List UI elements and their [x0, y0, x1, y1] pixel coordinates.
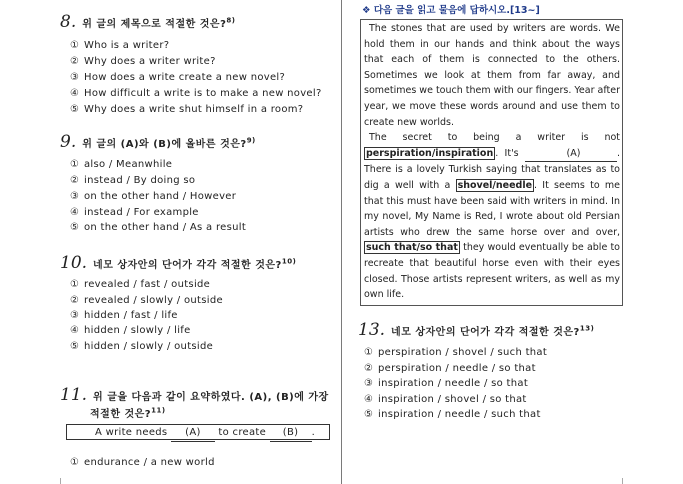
q9-option-5[interactable]: ⑤ on the other hand / As a result [70, 222, 247, 233]
q13-option-3[interactable]: ③ inspiration / needle / so that [364, 378, 529, 389]
q9-option-1[interactable]: ① also / Meanwhile [70, 159, 173, 170]
question-11-header [60, 385, 329, 405]
reading-passage [360, 19, 623, 306]
question-prompt: 네모 상자안의 단어가 각각 적절한 것은?$^{10)}$ [93, 257, 297, 271]
question-prompt: 위 글의 제목으로 적절한 것은?$^{8)}$ [82, 16, 236, 30]
q10-option-4[interactable]: ④ hidden / slowly / life [70, 325, 191, 336]
q11-option-1[interactable]: ① endurance / a new world [70, 457, 215, 468]
passage-paragraph-2: The secret to being a writer is not perspiration/inspiration . It's (A) . There is a lovely Turkish saying that translates as to dig a well with a shovel/needle . It seems to me that this must have been said with writers in mind. In my novel, My Name is Red, I wrote about old Persian artists who drew the same horse over and over, such that/so that they would eventually be able to recreate that beautiful horse even with their eyes closed. Those artists represent writers, as well as my own life. [364, 132, 620, 301]
q8-option-1[interactable]: ① Who is a writer? [70, 40, 170, 51]
question-10-header [60, 253, 296, 273]
q10-option-5[interactable]: ⑤ hidden / slowly / outside [70, 341, 214, 352]
blank-a: (A) [171, 425, 215, 442]
q8-option-3[interactable]: ③ How does a write create a new novel? [70, 72, 286, 83]
page-corner-mark [622, 478, 623, 484]
question-number: 9. [60, 132, 77, 152]
q10-option-1[interactable]: ① revealed / fast / outside [70, 279, 211, 290]
blank-b: (B) [270, 425, 312, 442]
q9-option-4[interactable]: ④ instead / For example [70, 207, 199, 218]
q9-option-2[interactable]: ② instead / By doing so [70, 175, 196, 186]
summary-box: A write needs (A) to create (B) . [66, 424, 330, 440]
q10-option-3[interactable]: ③ hidden / fast / life [70, 310, 178, 321]
q13-option-1[interactable]: ① perspiration / shovel / such that [364, 347, 548, 358]
question-number: 11. [60, 385, 88, 405]
q13-option-4[interactable]: ④ inspiration / shovel / so that [364, 394, 527, 405]
question-number: 8. [60, 12, 77, 32]
page-corner-mark [60, 478, 61, 484]
question-prompt-line1: 위 글을 다음과 같이 요약하였다. (A), (B)에 가장 [93, 392, 329, 403]
question-prompt: 네모 상자안의 단어가 각각 적절한 것은?$^{13)}$ [391, 324, 595, 338]
q8-option-2[interactable]: ② Why does a writer write? [70, 56, 216, 67]
question-prompt: 위 글의 (A)와 (B)에 올바른 것은?$^{9)}$ [82, 136, 256, 150]
question-number: 10. [60, 253, 88, 273]
choice-box-3: such that/so that [366, 242, 458, 254]
column-divider [341, 0, 342, 484]
q8-option-4[interactable]: ④ How difficult a write is to make a new novel? [70, 88, 322, 99]
passage-paragraph-1: The stones that are used by writers are words. We hold them in our hands and think about the ways that each of them is connected to the others. Sometimes we look at them from far away, and sometimes we touch them with our fingers. Year after year, we move these words around and use them to create new worlds. [364, 23, 620, 128]
choice-box-2: shovel/needle [457, 179, 533, 191]
q9-option-3[interactable]: ③ on the other hand / However [70, 191, 237, 202]
choice-box-1: perspiration/inspiration [366, 147, 494, 159]
q13-option-5[interactable]: ⑤ inspiration / needle / such that [364, 409, 541, 420]
question-13-header [358, 320, 594, 340]
directive-heading: ❖ 다음 글을 읽고 물음에 답하시오.[13~] [362, 5, 540, 16]
question-9-header [60, 132, 256, 152]
q10-option-2[interactable]: ② revealed / slowly / outside [70, 295, 223, 306]
q13-option-2[interactable]: ② perspiration / needle / so that [364, 363, 536, 374]
q8-option-5[interactable]: ⑤ Why does a write shut himself in a room? [70, 104, 304, 115]
blank-a: (A) [525, 146, 617, 163]
question-prompt-line2: 적절한 것은?$^{11)}$ [90, 406, 166, 420]
question-number: 13. [358, 320, 386, 340]
question-8-header [60, 12, 235, 32]
